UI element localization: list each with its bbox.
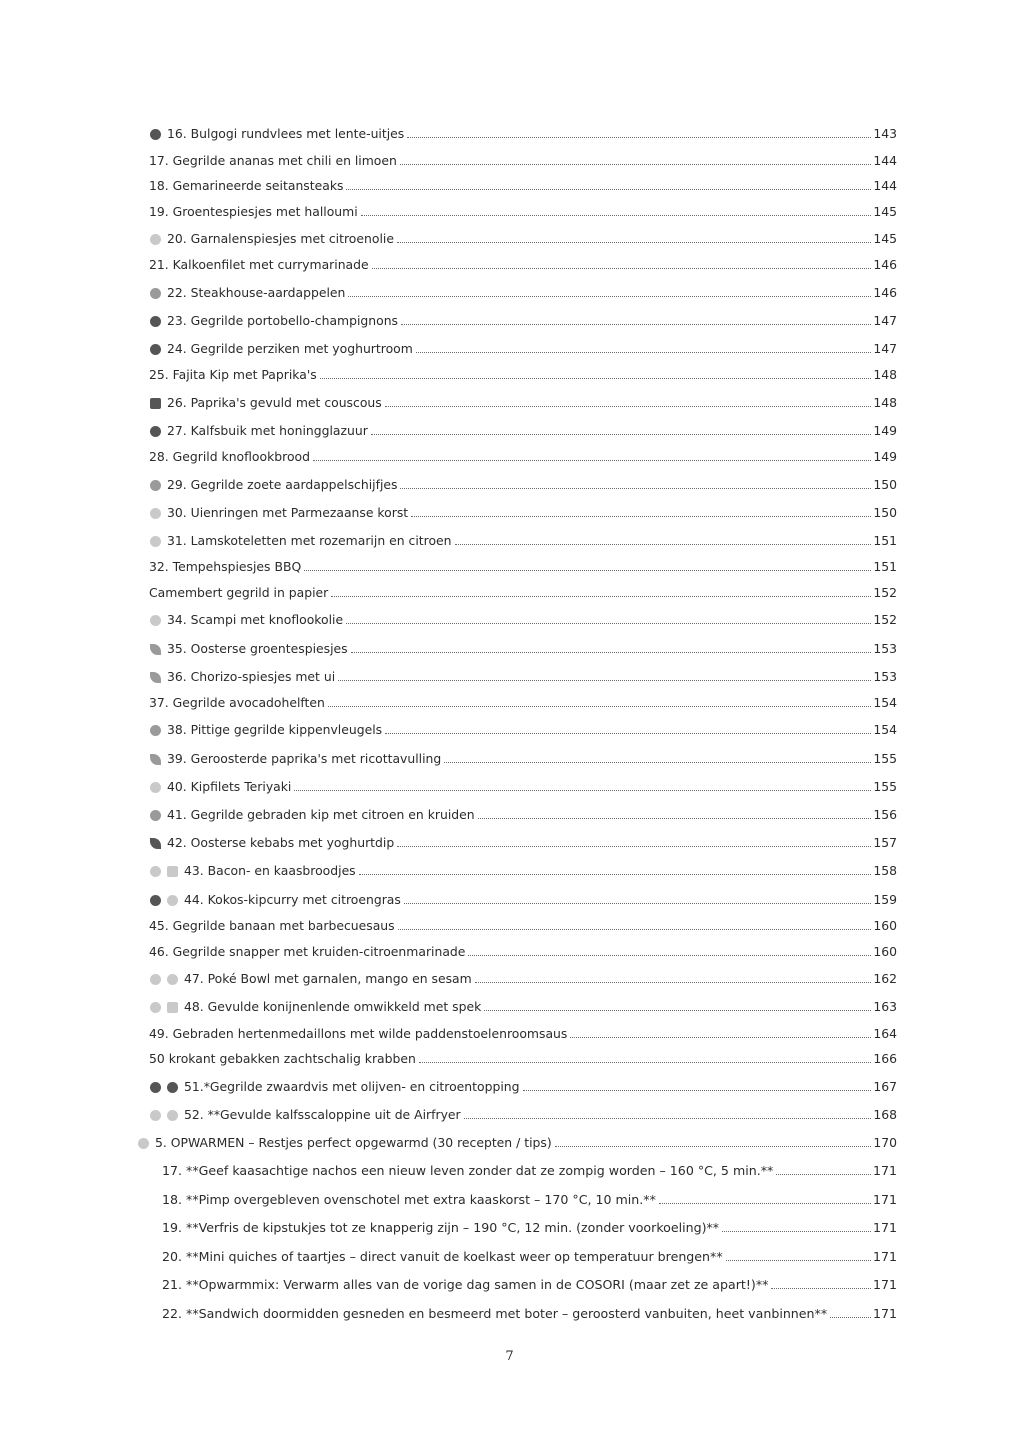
olive-icon [167, 1082, 178, 1093]
toc-entry-page: 151 [873, 533, 897, 548]
toc-entry[interactable] [162, 1243, 897, 1265]
toc-entry[interactable] [150, 745, 897, 767]
toc-entry-page: 158 [873, 863, 897, 878]
dot-leader [320, 378, 872, 379]
toc-entry[interactable] [150, 857, 897, 879]
dot-leader [294, 790, 871, 791]
toc-entry-title: 37. Gegrilde avocadohelften [149, 695, 325, 710]
toc-entry-page: 148 [873, 367, 897, 382]
toc-entry-title: 21. Kalkoenfilet met currymarinade [149, 257, 369, 272]
toc-entry-title: 19. Groentespiesjes met halloumi [149, 204, 358, 219]
dot-leader [346, 189, 871, 190]
dot-leader [468, 955, 871, 956]
toc-entry[interactable] [149, 579, 897, 601]
dot-leader [398, 929, 872, 930]
dot-leader [328, 706, 871, 707]
dot-leader [397, 846, 871, 847]
toc-entry-page: 155 [873, 779, 897, 794]
toc-entry-title: 24. Gegrilde perziken met yoghurtroom [167, 341, 413, 356]
toc-entry-title: 47. Poké Bowl met garnalen, mango en sesam [184, 971, 472, 986]
toc-entry-title: 39. Geroosterde paprika's met ricottavulling [167, 751, 442, 766]
toc-entry-page: 156 [873, 807, 897, 822]
toc-entry-title: 17. **Geef kaasachtige nachos een nieuw leven zonder dat ze zompig worden – 160 °C, 5 min.** [162, 1163, 774, 1178]
potato-icon [150, 288, 161, 299]
shrimp-icon [150, 615, 161, 626]
toc-entry[interactable] [150, 279, 897, 301]
dot-leader [338, 680, 871, 681]
toc-entry[interactable] [149, 912, 897, 934]
toc-entry-title: 17. Gegrilde ananas met chili en limoen [149, 153, 397, 168]
toc-entry[interactable] [150, 1101, 897, 1123]
toc-entry[interactable] [150, 965, 897, 987]
dot-leader [771, 1288, 871, 1289]
toc-entry[interactable] [150, 606, 897, 628]
coconut-icon [150, 895, 161, 906]
toc-entry[interactable] [149, 1020, 897, 1042]
toc-entry-page: 159 [873, 892, 897, 907]
toc-entry[interactable] [150, 829, 897, 851]
toc-entry-title: 49. Gebraden hertenmedaillons met wilde paddenstoelenroomsaus [149, 1026, 568, 1041]
toc-entry-page: 170 [873, 1135, 897, 1150]
dot-leader [444, 762, 871, 763]
toc-entry[interactable] [149, 361, 897, 383]
toc-entry-title: 29. Gegrilde zoete aardappelschijfjes [167, 477, 398, 492]
toc-entry-title: 38. Pittige gegrilde kippenvleugels [167, 722, 383, 737]
toc-entry-page: 167 [873, 1079, 897, 1094]
drumstick-icon [150, 810, 161, 821]
toc-entry-page: 157 [873, 835, 897, 850]
toc-entry-title: 52. **Gevulde kalfsscaloppine uit de Airfryer [184, 1107, 461, 1122]
toc-entry[interactable] [162, 1186, 897, 1208]
toc-entry[interactable] [149, 553, 897, 575]
toc-entry[interactable] [150, 499, 897, 521]
toc-entry[interactable] [150, 471, 897, 493]
dot-leader [359, 874, 872, 875]
toc-entry-title: 32. Tempehspiesjes BBQ [149, 559, 302, 574]
toc-entry-page: 152 [873, 585, 897, 600]
dot-leader [455, 544, 872, 545]
toc-entry-page: 166 [873, 1051, 897, 1066]
bowl-icon [150, 782, 161, 793]
toc-entry-page: 164 [873, 1026, 897, 1041]
dot-leader [348, 296, 871, 297]
toc-entry-page: 146 [873, 285, 897, 300]
toc-entry-title: 25. Fajita Kip met Paprika's [149, 367, 317, 382]
toc-entry-page: 144 [873, 178, 897, 193]
dot-leader [372, 268, 872, 269]
toc-entry[interactable] [150, 335, 897, 357]
dot-leader [351, 652, 872, 653]
vegetable-icon [150, 644, 161, 655]
toc-entry[interactable] [138, 1129, 897, 1151]
dot-leader [722, 1231, 871, 1232]
toc-entry[interactable] [150, 417, 897, 439]
dot-leader [400, 488, 871, 489]
toc-entry-title: 5. OPWARMEN – Restjes perfect opgewarmd (30 recepten / tips) [155, 1135, 552, 1150]
toc-entry[interactable] [149, 443, 897, 465]
pot-icon [138, 1138, 149, 1149]
toc-entry[interactable] [150, 1073, 897, 1095]
toc-entry-page: 155 [873, 751, 897, 766]
dot-leader [555, 1146, 872, 1147]
toc-entry-page: 162 [873, 971, 897, 986]
toc-entry[interactable] [162, 1157, 897, 1179]
toc-entry-title: 20. Garnalenspiesjes met citroenolie [167, 231, 394, 246]
toc-entry[interactable] [150, 886, 897, 908]
toc-entry-title: 27. Kalfsbuik met honingglazuur [167, 423, 368, 438]
dot-leader [776, 1174, 871, 1175]
dot-leader [400, 164, 871, 165]
toc-entry-page: 150 [873, 505, 897, 520]
toc-entry-title: 22. **Sandwich doormidden gesneden en besmeerd met boter – geroosterd vanbuiten, heet vanbinnen** [162, 1306, 828, 1321]
toc-entry-page: 154 [873, 695, 897, 710]
toc-entry-title: 26. Paprika's gevuld met couscous [167, 395, 382, 410]
toc-entry[interactable] [149, 251, 897, 273]
dot-leader [401, 324, 871, 325]
toc-entry-title: 30. Uienringen met Parmezaanse korst [167, 505, 409, 520]
toc-entry-page: 171 [872, 1277, 897, 1292]
toc-entry-title: 46. Gegrilde snapper met kruiden-citroenmarinade [149, 944, 466, 959]
toc-entry-page: 147 [873, 313, 897, 328]
toc-entry[interactable] [150, 716, 897, 738]
mushroom-icon [150, 316, 161, 327]
toc-entry[interactable] [150, 801, 897, 823]
toc-entry[interactable] [150, 773, 897, 795]
toc-entry-page: 171 [872, 1220, 897, 1235]
toc-entry[interactable] [150, 663, 897, 685]
toc-entry[interactable] [149, 1045, 897, 1067]
toc-entry-page: 171 [872, 1192, 897, 1207]
toc-entry-title: 44. Kokos-kipcurry met citroengras [184, 892, 401, 907]
toc-entry-title: 50 krokant gebakken zachtschalig krabben [149, 1051, 416, 1066]
dot-leader [464, 1118, 872, 1119]
toc-entry-page: 171 [872, 1249, 897, 1264]
toc-entry-title: 40. Kipfilets Teriyaki [167, 779, 292, 794]
toc-entry-page: 154 [873, 722, 897, 737]
garlic-icon [167, 1110, 178, 1121]
toc-entry-title: 23. Gegrilde portobello-champignons [167, 313, 399, 328]
dot-leader [346, 623, 871, 624]
toc-entry-title: 45. Gegrilde banaan met barbecuesaus [149, 918, 395, 933]
toc-entry[interactable] [150, 389, 897, 411]
toc-entry-title: 19. **Verfris de kipstukjes tot ze knapperig zijn – 190 °C, 12 min. (zonder voorkoeling)** [162, 1220, 720, 1235]
toc-entry-title: 22. Steakhouse-aardappelen [167, 285, 346, 300]
chili-icon [150, 672, 161, 683]
dot-leader [484, 1010, 871, 1011]
toc-entry[interactable] [150, 993, 897, 1015]
page-number: 7 [505, 1349, 514, 1364]
toc-entry-title: 18. Gemarineerde seitansteaks [149, 178, 344, 193]
toc-entry-page: 149 [873, 449, 897, 464]
toc-entry-page: 171 [872, 1306, 897, 1321]
toc-entry-title: Camembert gegrild in papier [149, 585, 329, 600]
chili-icon [150, 754, 161, 765]
toc-entry[interactable] [149, 172, 897, 194]
dot-leader [313, 460, 871, 461]
dot-leader [416, 352, 872, 353]
beef-icon [150, 129, 161, 140]
toc-entry[interactable] [162, 1271, 897, 1293]
bacon-icon [167, 866, 178, 877]
bread-icon [150, 866, 161, 877]
toc-entry[interactable] [149, 938, 897, 960]
toc-entry[interactable] [162, 1300, 897, 1322]
onion-icon [150, 508, 161, 519]
dot-leader [830, 1317, 871, 1318]
toc-entry-title: 34. Scampi met knoflookolie [167, 612, 344, 627]
sweet-potato-icon [150, 480, 161, 491]
dot-leader [371, 434, 872, 435]
fish-icon [150, 1082, 161, 1093]
toc-entry-title: 36. Chorizo-spiesjes met ui [167, 669, 336, 684]
dot-leader [419, 1062, 871, 1063]
lamb-icon [150, 536, 161, 547]
shrimp-icon [167, 974, 178, 985]
toc-entry-title: 35. Oosterse groentespiesjes [167, 641, 348, 656]
dot-leader [411, 516, 871, 517]
dot-leader [478, 818, 872, 819]
toc-entry-page: 163 [873, 999, 897, 1014]
shrimp-icon [150, 234, 161, 245]
toc-entry-title: 48. Gevulde konijnenlende omwikkeld met spek [184, 999, 482, 1014]
toc-entry[interactable] [149, 689, 897, 711]
bowl-icon [167, 895, 178, 906]
toc-entry-page: 171 [872, 1163, 897, 1178]
toc-entry-page: 150 [873, 477, 897, 492]
dot-leader [385, 406, 872, 407]
honey-icon [150, 426, 161, 437]
toc-entry-page: 152 [873, 612, 897, 627]
dot-leader [407, 137, 871, 138]
toc-entry[interactable] [162, 1214, 897, 1236]
toc-entry-page: 145 [873, 231, 897, 246]
toc-entry-title: 41. Gegrilde gebraden kip met citroen en kruiden [167, 807, 475, 822]
toc-entry-page: 146 [873, 257, 897, 272]
dot-leader [475, 982, 872, 983]
toc-entry-title: 18. **Pimp overgebleven ovenschotel met extra kaaskorst – 170 °C, 10 min.** [162, 1192, 656, 1207]
mango-icon [150, 974, 161, 985]
bell-pepper-icon [150, 398, 161, 409]
toc-entry-title: 20. **Mini quiches of taartjes – direct vanuit de koelkast weer op temperatuur brengen** [162, 1249, 723, 1264]
toc-entry-page: 149 [873, 423, 897, 438]
dot-leader [404, 903, 871, 904]
toc-entry[interactable] [149, 147, 897, 169]
dot-leader [397, 242, 871, 243]
toc-entry[interactable] [150, 225, 897, 247]
toc-entry-title: 28. Gegrild knoflookbrood [149, 449, 310, 464]
cow-icon [150, 1110, 161, 1121]
dot-leader [361, 215, 872, 216]
dot-leader [331, 596, 871, 597]
toc-entry-title: 51.*Gegrilde zwaardvis met olijven- en citroentopping [184, 1079, 520, 1094]
toc-entry-page: 160 [873, 944, 897, 959]
toc-entry-title: 21. **Opwarmmix: Verwarm alles van de vorige dag samen in de COSORI (maar zet ze apart!)** [162, 1277, 769, 1292]
toc-entry-page: 148 [873, 395, 897, 410]
bacon-icon [167, 1002, 178, 1013]
dot-leader [659, 1203, 871, 1204]
toc-entry-page: 151 [873, 559, 897, 574]
toc-entry-title: 42. Oosterse kebabs met yoghurtdip [167, 835, 395, 850]
toc-entry[interactable] [150, 307, 897, 329]
toc-entry-page: 153 [873, 669, 897, 684]
dot-leader [570, 1037, 871, 1038]
toc-entry[interactable] [150, 527, 897, 549]
toc-entry-title: 43. Bacon- en kaasbroodjes [184, 863, 356, 878]
toc-entry-page: 168 [873, 1107, 897, 1122]
toc-entry[interactable] [150, 635, 897, 657]
dot-leader [385, 733, 871, 734]
toc-entry[interactable] [150, 120, 897, 142]
toc-entry-title: 16. Bulgogi rundvlees met lente-uitjes [167, 126, 405, 141]
rabbit-icon [150, 1002, 161, 1013]
toc-entry-page: 147 [873, 341, 897, 356]
toc-entry-page: 153 [873, 641, 897, 656]
dot-leader [523, 1090, 872, 1091]
toc-entry-title: 31. Lamskoteletten met rozemarijn en citroen [167, 533, 452, 548]
drumstick-icon [150, 725, 161, 736]
dot-leader [726, 1260, 871, 1261]
peach-icon [150, 344, 161, 355]
toc-entry-page: 144 [873, 153, 897, 168]
kebab-icon [150, 838, 161, 849]
toc-entry[interactable] [149, 198, 897, 220]
dot-leader [304, 570, 871, 571]
toc-entry-page: 145 [873, 204, 897, 219]
toc-entry-page: 143 [873, 126, 897, 141]
toc-entry-page: 160 [873, 918, 897, 933]
